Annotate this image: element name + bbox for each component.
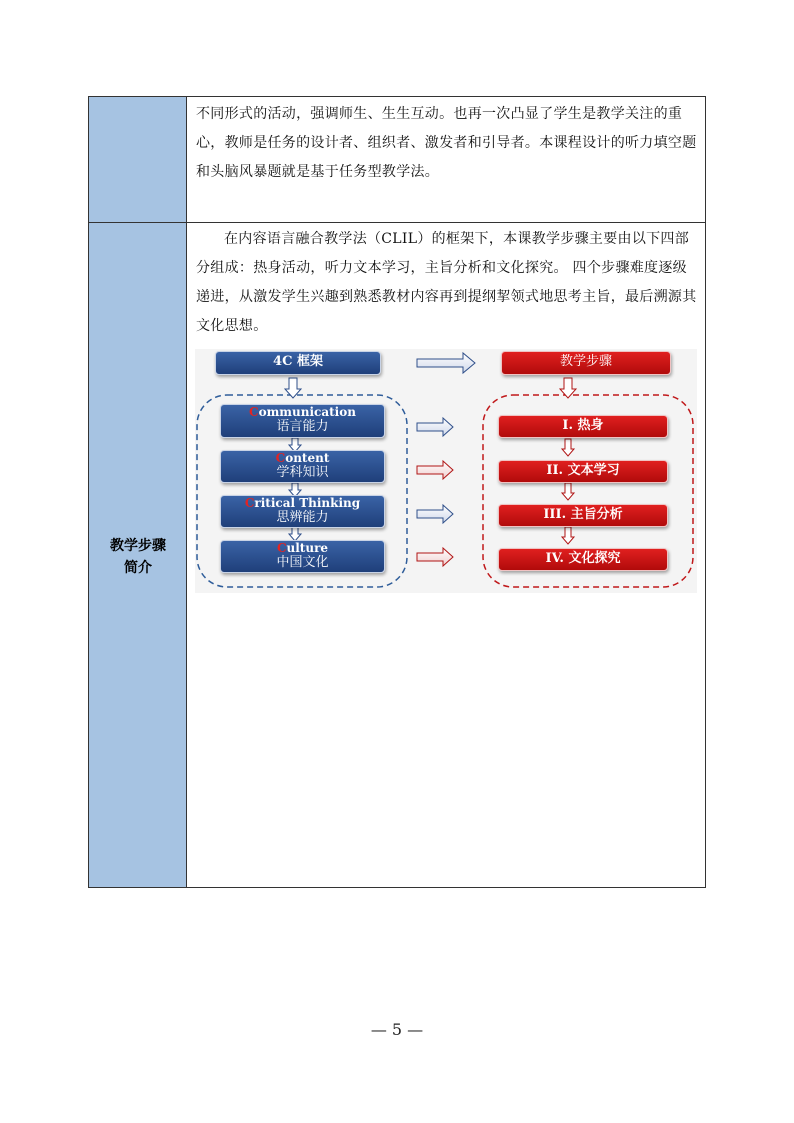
step-2-box [498,460,668,483]
culture-en: Culture [276,541,329,555]
label-column [89,97,187,887]
communication-box [220,404,385,438]
teaching-steps-diagram [195,349,697,593]
mid-arrow-1 [417,418,453,436]
mid-arrow-2 [417,461,453,479]
steps-header-box [501,351,671,375]
step-3-box [498,504,668,527]
steps-header-label: 教学步骤 [559,354,612,369]
row2-label-line1: 教学步骤 [110,538,166,554]
step-4-label: IV. 文化探究 [545,551,621,566]
critical-thinking-en: Critical Thinking [244,496,361,510]
critical-thinking-box [220,495,385,528]
content-en: Content [275,451,330,465]
framework-header-box [215,351,381,375]
critical-thinking-zh: 思辨能力 [276,510,329,525]
step-4-box [498,548,668,571]
culture-zh: 中国文化 [276,555,329,570]
right-down-arrow-4 [562,527,574,544]
row1-text: 不同形式的活动，强调师生、生生互动。也再一次凸显了学生是教学关注的重心，教师是任务的设计者、组织者、激发者和引导者。本课程设计的听力填空题和头脑风暴题就是基于任务型教学法。 [196,106,697,180]
page-number: — 5 — [370,1020,424,1039]
content-box [220,450,385,483]
communication-zh: 语言能力 [276,419,329,434]
header-arrow [417,353,475,373]
mid-arrow-4 [417,548,453,566]
row2-label [89,535,187,579]
lesson-table [88,96,706,888]
step-1-label: I. 热身 [562,418,604,433]
content-zh: 学科知识 [276,465,329,480]
row2-text: 在内容语言融合教学法（CLIL）的框架下，本课教学步骤主要由以下四部分组成：热身活动，听力文本学习，主旨分析和文化探究。 四个步骤难度逐级递进，从激发学生兴趣到熟悉教材内容再到提纲挈领式地思考主旨，最后溯源其文化思想。 [196,231,697,334]
mid-arrow-3 [417,505,453,523]
framework-header-label: 4C 框架 [273,354,323,369]
right-down-arrow-2 [562,439,574,456]
communication-en: Communication [249,405,356,419]
right-down-arrow-3 [562,483,574,500]
culture-box [220,540,385,573]
step-1-box [498,415,668,438]
row-divider [89,222,705,223]
step-3-label: III. 主旨分析 [543,507,623,522]
step-2-label: II. 文本学习 [546,463,620,478]
left-down-arrow-4 [289,527,301,541]
row2-label-line2: 简介 [124,560,152,576]
